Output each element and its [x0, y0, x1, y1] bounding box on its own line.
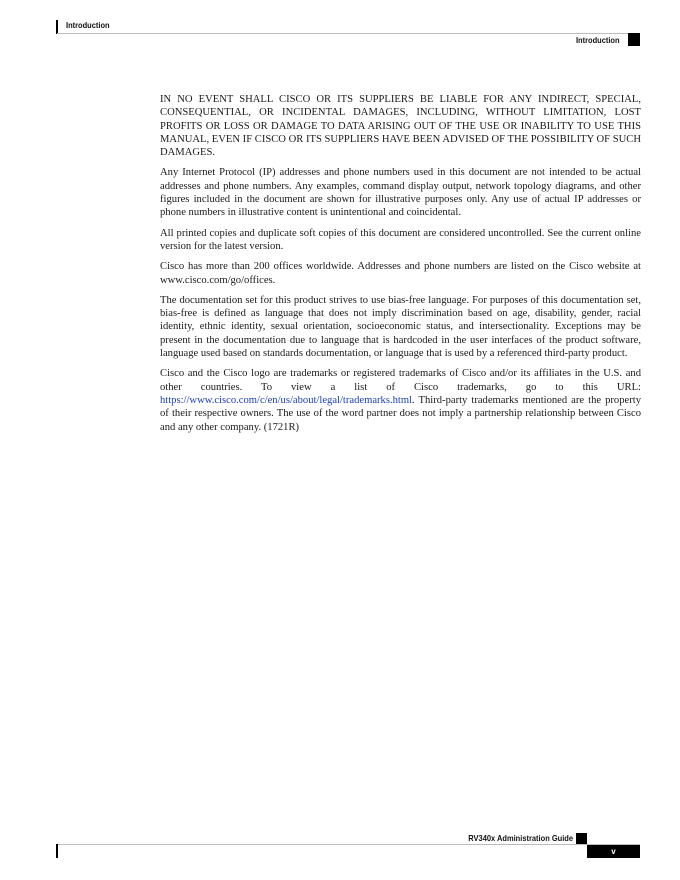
- footer-left-marker: [56, 844, 58, 858]
- bias-free-paragraph: The documentation set for this product strives to use bias-free language. For purposes of this documentation set, bias-free is defined as language that does not imply discrimination based on age, disability, gender, racial identity, ethnic identity, sexual orientation, socioeconomic status, and intersectionality. Exceptions may be present in the documentation due to language that is hardcoded in the user interfaces of the product software, language used based on standards documentation, or language that is used by a referenced third-party product.: [160, 294, 641, 360]
- header-right-marker: [628, 33, 640, 46]
- ip-addresses-paragraph: Any Internet Protocol (IP) addresses and phone numbers used in this document are not intended to be actual addresses and phone numbers. Any examples, command display output, network topology diagrams, and other figures included in the document are shown for illustrative purposes only. Any use of actual IP addresses or phone numbers in illustrative content is unintentional and coincidental.: [160, 167, 641, 219]
- page-number-box: [587, 845, 640, 858]
- offices-paragraph: Cisco has more than 200 offices worldwide. Addresses and phone numbers are listed on the Cisco website at www.cisco.com/go/offices.: [160, 261, 641, 286]
- trademark-paragraph: [160, 367, 641, 433]
- trademark-text-after: . Third-party trademarks mentioned are the property of their respective owners. The use of the word partner does not imply a partnership relationship between Cisco and any other company. (1721R): [160, 394, 641, 433]
- trademark-text-before: Cisco and the Cisco logo are trademarks or registered trademarks of Cisco and/or its affiliates in the U.S. and other countries. To view a list of Cisco trademarks, go to this URL:: [160, 368, 641, 393]
- trademarks-link[interactable]: https://www.cisco.com/c/en/us/about/legal/trademarks.html: [160, 394, 413, 406]
- header-section-right: Introduction: [576, 35, 620, 45]
- printed-copies-paragraph: All printed copies and duplicate soft copies of this document are considered uncontrolled. See the current online version for the latest version.: [160, 227, 641, 252]
- header-section-left: Introduction: [66, 20, 110, 30]
- footer-marker: [576, 833, 587, 844]
- footer-rule: [57, 844, 640, 845]
- header-rule: [57, 33, 640, 34]
- liability-paragraph: IN NO EVENT SHALL CISCO OR ITS SUPPLIERS BE LIABLE FOR ANY INDIRECT, SPECIAL, CONSEQUENTIAL, OR INCIDENTAL DAMAGES, INCLUDING, WITHOUT LIMITATION, LOST PROFITS OR LOSS OR DAMAGE TO DATA ARISING OUT OF THE USE OR INABILITY TO USE THIS MANUAL, EVEN IF CISCO OR ITS SUPPLIERS HAVE BEEN ADVISED OF THE POSSIBILITY OF SUCH DAMAGES.: [160, 94, 641, 159]
- footer-guide-title: RV340x Administration Guide: [468, 833, 573, 843]
- page-number: v: [611, 847, 616, 856]
- header-left-marker: [56, 20, 58, 34]
- legal-notice-body: [160, 93, 641, 441]
